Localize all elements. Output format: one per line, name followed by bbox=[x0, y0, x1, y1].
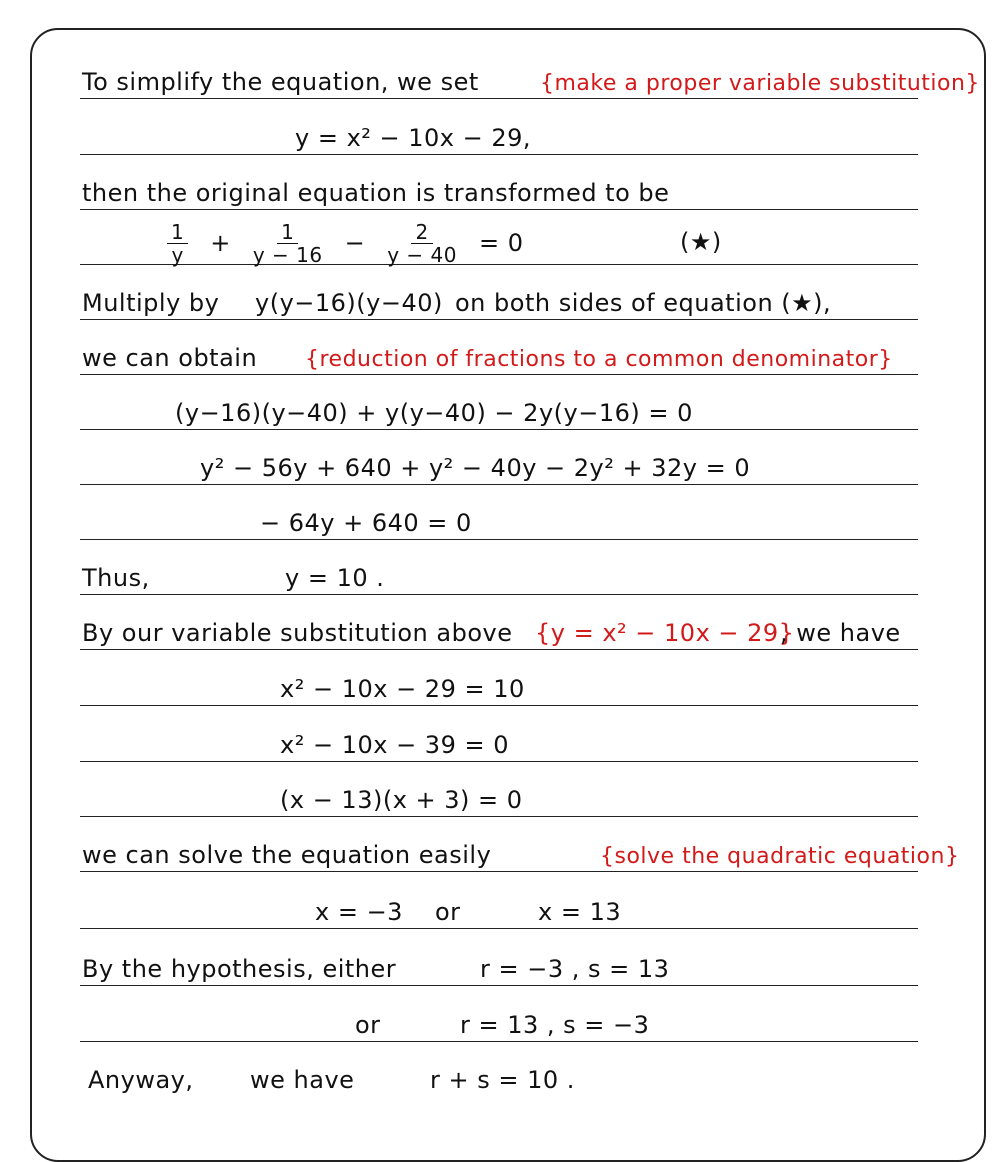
line-5 bbox=[80, 263, 918, 320]
equation: (x − 13)(x + 3) = 0 bbox=[280, 786, 523, 814]
line-17 bbox=[80, 929, 918, 986]
text: or bbox=[355, 1011, 381, 1039]
line-19 bbox=[80, 1040, 918, 1096]
annotation: {reduction of fractions to a common denominator} bbox=[305, 347, 893, 372]
text: , we have bbox=[780, 619, 901, 647]
annotation: {make a proper variable substitution} bbox=[540, 71, 980, 96]
equation: y = 10 . bbox=[285, 564, 385, 592]
equation: x² − 10x − 39 = 0 bbox=[280, 731, 509, 759]
equation: y² − 56y + 640 + y² − 40y − 2y² + 32y = 0 bbox=[200, 454, 751, 482]
line-6 bbox=[80, 318, 918, 375]
annotation: {solve the quadratic equation} bbox=[600, 844, 960, 869]
text: or bbox=[435, 898, 461, 926]
text: Multiply by bbox=[82, 289, 220, 317]
text: we can solve the equation easily bbox=[82, 841, 492, 869]
text: we have bbox=[250, 1066, 355, 1094]
line-11 bbox=[80, 593, 918, 650]
equation: (y−16)(y−40) + y(y−40) − 2y(y−16) = 0 bbox=[175, 399, 693, 427]
line-14 bbox=[80, 760, 918, 817]
fraction: $\frac{2}{y - 40}$ bbox=[387, 220, 457, 267]
text: Thus, bbox=[82, 564, 150, 592]
equation: − 64y + 640 = 0 bbox=[260, 509, 472, 537]
line-12 bbox=[80, 649, 918, 706]
text: Anyway, bbox=[88, 1066, 194, 1094]
equation: x = 13 bbox=[538, 898, 622, 926]
text: on both sides of equation (★), bbox=[455, 289, 832, 317]
text: we can obtain bbox=[82, 344, 258, 372]
equation: x² − 10x − 29 = 10 bbox=[280, 675, 525, 703]
line-2 bbox=[80, 98, 918, 155]
equation: x = −3 bbox=[315, 898, 403, 926]
equation: r = 13 , s = −3 bbox=[460, 1011, 650, 1039]
text: then the original equation is transformed to be bbox=[82, 179, 670, 207]
text: To simplify the equation, we set bbox=[82, 68, 479, 96]
line-4 bbox=[80, 208, 918, 265]
fraction: $\frac{1}{y}$ bbox=[167, 221, 188, 266]
line-18 bbox=[80, 985, 918, 1042]
line-16 bbox=[80, 872, 918, 929]
equation: r + s = 10 . bbox=[430, 1066, 575, 1094]
equation: r = −3 , s = 13 bbox=[480, 955, 670, 983]
equation-label: (★) bbox=[680, 228, 722, 256]
line-13 bbox=[80, 705, 918, 762]
line-1 bbox=[80, 42, 980, 99]
expression: y(y−16)(y−40) bbox=[255, 289, 443, 317]
fraction: $\frac{1}{y - 16}$ bbox=[252, 220, 323, 267]
line-3 bbox=[80, 153, 918, 210]
annotation: {y = x² − 10x − 29} bbox=[535, 619, 795, 647]
equation: y = x² − 10x − 29, bbox=[295, 124, 532, 152]
line-9 bbox=[80, 483, 918, 540]
equation-star: $\frac{1}{y}$ + $\frac{1}{y - 16}$ − $\frac{2}{y - 40}$ = 0 bbox=[155, 221, 534, 266]
line-10 bbox=[80, 538, 918, 595]
line-15 bbox=[80, 815, 960, 872]
text: By the hypothesis, either bbox=[82, 955, 397, 983]
line-8 bbox=[80, 428, 918, 485]
line-7 bbox=[80, 373, 918, 430]
text: By our variable substitution above bbox=[82, 619, 513, 647]
